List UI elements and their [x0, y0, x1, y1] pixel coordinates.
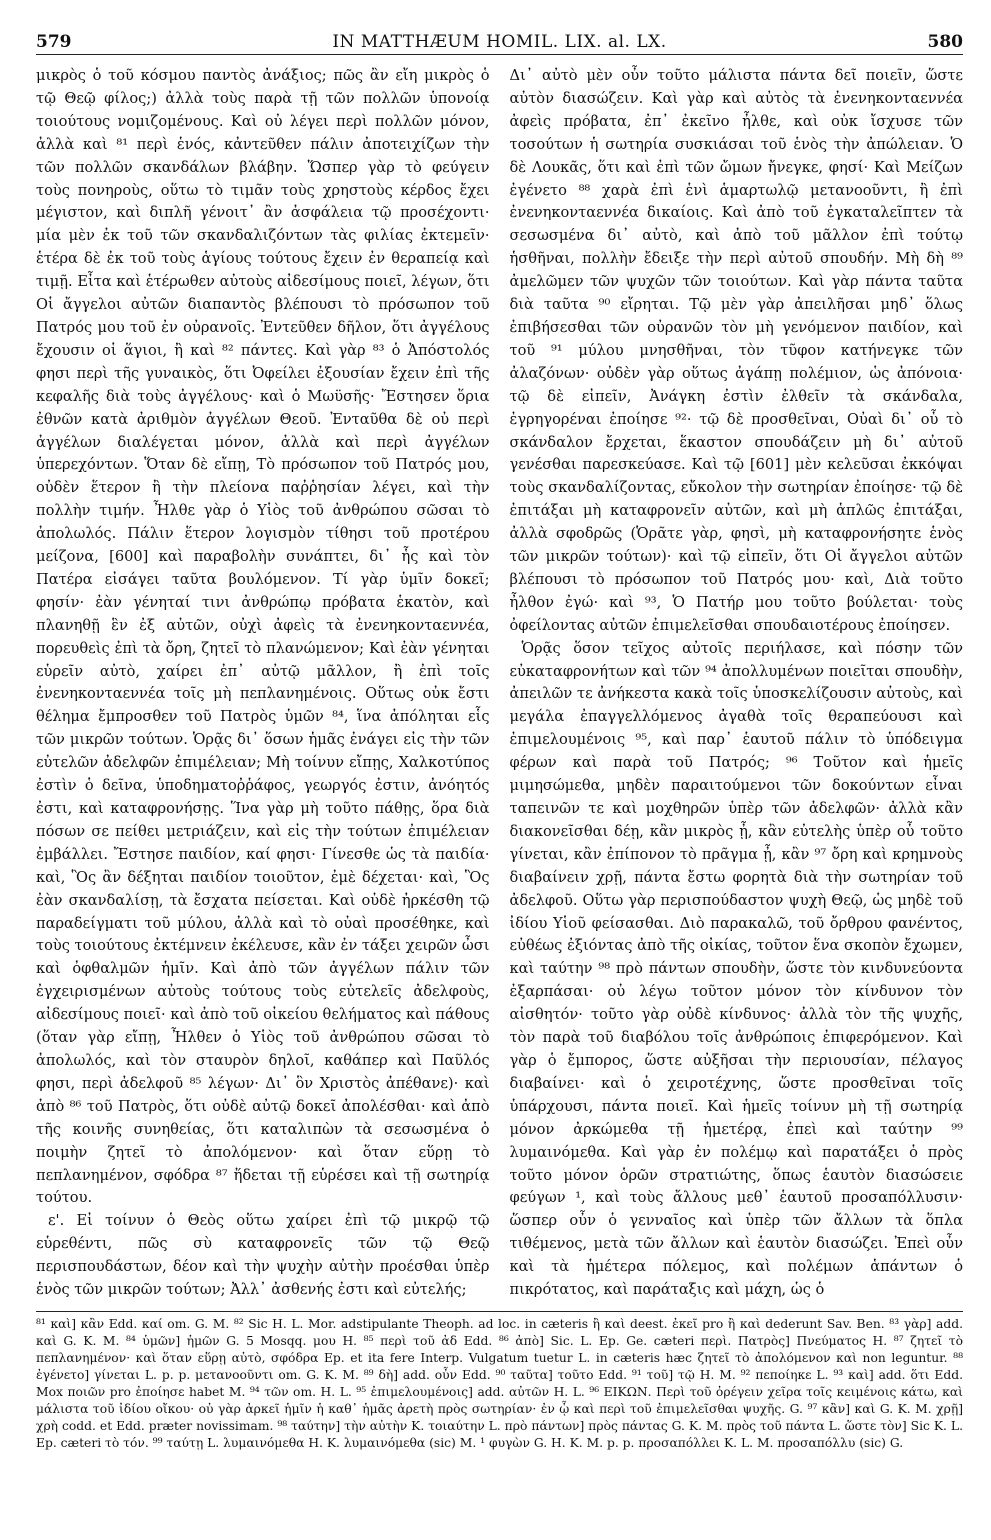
- page-number-right: 580: [927, 32, 963, 52]
- running-header: [36, 30, 963, 55]
- paragraph: μικρὸς ὁ τοῦ κόσμου παντὸς ἀνάξιος; πῶς ἂν εἴη μικρὸς ὁ τῷ Θεῷ φίλος;) ἀλλὰ τοὺς παρὰ τῇ τῶν πολλῶν ὑπονοίᾳ τοιούτους νομιζομένους. Καὶ οὐ λέγει περὶ πολλῶν μόνον, ἀλλὰ καὶ ⁸¹ περὶ ἑνός, κἀντεῦθεν πάλιν ἀποτειχίζων τὴν τῶν πολλῶν σκανδάλων βλάβην. Ὥσπερ γὰρ τὸ φεύγειν τοὺς πονηροὺς, οὕτω τὸ τιμᾶν τοὺς χρηστοὺς κέρδος ἔχει μέγιστον, καὶ διπλῆ γένοιτ᾽ ἂν ἀσφάλεια τῷ προσέχοντι· μία μὲν ἐκ τοῦ τῶν σκανδαλιζόντων τὰς φιλίας ἐκτεμεῖν· ἑτέρα δὲ ἐκ τοῦ τοὺς ἁγίους τούτους ἔχειν ἐν θεραπείᾳ καὶ τιμῇ. Εἶτα καὶ ἑτέρωθεν αὐτοὺς αἰδεσίμους ποιεῖ, λέγων, ὅτι Οἱ ἄγγελοι αὐτῶν διαπαντὸς βλέπουσι τὸ πρόσωπον τοῦ Πατρός μου τοῦ ἐν οὐρανοῖς. Ἐντεῦθεν δῆλον, ὅτι ἀγγέλους ἔχουσιν οἱ ἅγιοι, ἢ καὶ ⁸² πάντες. Καὶ γὰρ ⁸³ ὁ Ἀπόστολός φησι περὶ τῆς γυναικὸς, ὅτι Ὀφείλει ἐξουσίαν ἔχειν ἐπὶ τῆς κεφαλῆς διὰ τοὺς ἀγγέλους· καὶ ὁ Μωϋσῆς· Ἔστησεν ὅρια ἐθνῶν κατὰ ἀριθμὸν ἀγγέλων Θεοῦ. Ἐνταῦθα δὲ οὐ περὶ ἀγγέλων διαλέγεται μόνον, ἀλλὰ καὶ περὶ ἀγγέλων ὑπερεχόντων. Ὅταν δὲ εἴπῃ, Τὸ πρόσωπον τοῦ Πατρός μου, οὐδὲν ἕτερον ἢ τὴν πλείονα παῤῥησίαν λέγει, καὶ τὴν πολλὴν τιμήν. Ἦλθε γὰρ ὁ Υἱὸς τοῦ ἀνθρώπου σῶσαι τὸ ἀπολωλός. Πάλιν ἕτερον λογισμὸν τίθησι τοῦ προτέρου μείζονα, [600] καὶ παραβολὴν συνάπτει, δι᾽ ἧς καὶ τὸν Πατέρα εἰσάγει ταῦτα βουλόμενον. Τί γὰρ ὑμῖν δοκεῖ; φησίν· ἐὰν γένηταί τινι ἀνθρώπῳ πρόβατα ἑκατὸν, καὶ πλανηθῇ ἓν ἐξ αὐτῶν, οὐχὶ ἀφεὶς τὰ ἐνενηκονταεννέα, πορευθεὶς ἐπὶ τὰ ὄρη, ζητεῖ τὸ πλανώμενον; Καὶ ἐὰν γένηται εὑρεῖν αὐτὸ, χαίρει ἐπ᾽ αὐτῷ μᾶλλον, ἢ ἐπὶ τοῖς ἐνενηκονταεννέα τοῖς μὴ πεπλανημένοις. Οὕτως οὐκ ἔστι θέλημα ἔμπροσθεν τοῦ Πατρὸς ὑμῶν ⁸⁴, ἵνα ἀπόληται εἷς τῶν μικρῶν τούτων. Ὁρᾷς δι᾽ ὅσων ἡμᾶς ἐνάγει εἰς τὴν τῶν εὐτελῶν ἀδελφῶν ἐπιμέλειαν; Μὴ τοίνυν εἴπῃς, Χαλκοτύπος ἐστὶν ὁ δεῖνα, ὑποδηματοῤῥάφος, γεωργός ἐστιν, ἀνόητός ἐστι, καὶ καταφρονήσῃς. Ἵνα γὰρ μὴ τοῦτο πάθῃς, ὅρα διὰ πόσων σε πείθει μετριάζειν, καὶ εἰς τὴν τούτων ἐπιμέλειαν ἐμβάλλει. Ἔστησε παιδίον, καί φησι· Γίνεσθε ὡς τὰ παιδία· καὶ, Ὃς ἂν δέξηται παιδίον τοιοῦτον, ἐμὲ δέχεται· καὶ, Ὃς ἐὰν σκανδαλίσῃ, τὰ ἔσχατα πείσεται. Καὶ οὐδὲ ἠρκέσθη τῷ παραδείγματι τοῦ μύλου, ἀλλὰ καὶ τὸ οὐαὶ προσέθηκε, καὶ τοὺς τοιούτους ἐκτέμνειν ἐκέλευσε, κἂν ἐν τάξει χειρῶν ὦσι καὶ ὀφθαλμῶν ἡμῖν. Καὶ ἀπὸ τῶν ἀγγέλων πάλιν τῶν ἐγχειρισμένων αὐτοὺς τούτους τοὺς εὐτελεῖς ἀδελφοὺς, αἰδεσίμους ποιεῖ· καὶ ἀπὸ τοῦ οἰκείου θελήματος καὶ πάθους (ὅταν γὰρ εἴπῃ, Ἦλθεν ὁ Υἱὸς τοῦ ἀνθρώπου σῶσαι τὸ ἀπολωλός, καὶ τὸν σταυρὸν δηλοῖ, καθάπερ καὶ Παῦλός φησι, περὶ ἀδελφοῦ ⁸⁵ λέγων· Δι᾽ ὃν Χριστὸς ἀπέθανε)· καὶ ἀπὸ ⁸⁶ τοῦ Πατρὸς, ὅτι οὐδὲ αὐτῷ δοκεῖ ἀπολέσθαι· καὶ ἀπὸ τῆς κοινῆς συνηθείας, ὅτι καταλιπὼν τὰ σεσωσμένα ὁ ποιμὴν ζητεῖ τὸ ἀπολόμενον· καὶ ὅταν εὕρῃ τὸ πεπλανημένον, σφόδρα ⁸⁷ ἥδεται τῇ εὑρέσει καὶ τῇ σωτηρίᾳ τούτου.: [36, 67, 490, 1207]
- paragraph: Ὁρᾷς ὅσον τεῖχος αὐτοῖς περιήλασε, καὶ πόσην τῶν εὐκαταφρονήτων καὶ τῶν ⁹⁴ ἀπολλυμένων ποιεῖται σπουδὴν, ἀπειλῶν τε ἀνήκεστα κακὰ τοῖς ὑποσκελίζουσιν αὐτοὺς, καὶ μεγάλα ἐπαγγελλόμενος ἀγαθὰ τοῖς θεραπεύουσι καὶ ἐπιμελουμένοις ⁹⁵, καὶ παρ᾽ ἑαυτοῦ πάλιν τὸ ὑπόδειγμα φέρων καὶ παρὰ τοῦ Πατρός; ⁹⁶ Τοῦτον καὶ ἡμεῖς μιμησώμεθα, μηδὲν παραιτούμενοι τῶν δοκούντων εἶναι ταπεινῶν τε καὶ μοχθηρῶν ὑπὲρ τῶν ἀδελφῶν· ἀλλὰ κἂν διακονεῖσθαι δέῃ, κἂν μικρὸς ᾖ, κἂν εὐτελὴς ὑπὲρ οὗ τοῦτο γίνεται, κἂν ἐπίπονον τὸ πρᾶγμα ᾖ, κἂν ⁹⁷ ὄρη καὶ κρημνοὺς διαβαίνειν χρῇ, πάντα ἔστω φορητὰ διὰ τὴν σωτηρίαν τοῦ ἀδελφοῦ. Οὕτω γὰρ περισπούδαστον ψυχὴ Θεῷ, ὡς μηδὲ τοῦ ἰδίου Υἱοῦ φείσασθαι. Διὸ παρακαλῶ, τοῦ ὄρθρου φανέντος, εὐθέως ἐξιόντας ἀπὸ τῆς οἰκίας, τοῦτον ἕνα σκοπὸν ἔχωμεν, καὶ ταύτην ⁹⁸ πρὸ πάντων σπουδὴν, ὥστε τὸν κινδυνεύοντα ἐξαρπάσαι· οὐ λέγω τοῦτον μόνον τὸν κίνδυνον τὸν αἰσθητόν· τοῦτο γὰρ οὐδὲ κίνδυνος· ἀλλὰ τὸν τῆς ψυχῆς, τὸν παρὰ τοῦ διαβόλου τοῖς ἀνθρώποις ἐπιφερόμενον. Καὶ γὰρ ὁ ἔμπορος, ὥστε αὐξῆσαι τὴν περιουσίαν, πέλαγος διαβαίνει· καὶ ὁ χειροτέχνης, ὥστε προσθεῖναι τοῖς ὑπάρχουσι, πάντα ποιεῖ. Καὶ ἡμεῖς τοίνυν μὴ τῇ σωτηρίᾳ μόνον ἀρκώμεθα τῇ ἡμετέρᾳ, ἐπεὶ καὶ ταύτην ⁹⁹ λυμαινόμεθα. Καὶ γὰρ ἐν πολέμῳ καὶ παρατάξει ὁ πρὸς τοῦτο μόνον ὁρῶν στρατιώτης, ὅπως ἑαυτὸν διασώσειε φεύγων ¹, καὶ τοὺς ἄλλους μεθ᾽ ἑαυτοῦ προσαπόλλυσιν· ὥσπερ οὖν ὁ γενναῖος καὶ ὑπὲρ τῶν ἄλλων τὰ ὅπλα τιθέμενος, μετὰ τῶν ἄλλων καὶ ἑαυτὸν διασώζει. Ἐπεὶ οὖν καὶ τὰ ἡμέτερα πόλεμος, καὶ πολέμων ἁπάντων ὁ πικρότατος, καὶ παράταξις καὶ μάχη, ὡς ὁ: [509, 639, 963, 1299]
- paragraph: Δι᾽ αὐτὸ μὲν οὖν τοῦτο μάλιστα πάντα δεῖ ποιεῖν, ὥστε αὐτὸν διασώζειν. Καὶ γὰρ καὶ αὐτὸς τὰ ἐνενηκονταεννέα ἀφεὶς πρόβατα, ἐπ᾽ ἐκεῖνο ἦλθε, καὶ οὐκ ἴσχυσε τῶν τοσούτων ἡ σωτηρία συσκιάσαι τοῦ ἑνὸς τὴν ἀπώλειαν. Ὁ δὲ Λουκᾶς, ὅτι καὶ ἐπὶ τῶν ὤμων ἤνεγκε, φησί· Καὶ Μείζων ἐγένετο ⁸⁸ χαρὰ ἐπὶ ἑνὶ ἁμαρτωλῷ μετανοοῦντι, ἢ ἐπὶ ἐνενηκονταεννέα δικαίοις. Καὶ ἀπὸ τοῦ ἐγκαταλεῖπτεν τὰ σεσωσμένα δι᾽ αὐτὸ, καὶ ἀπὸ τοῦ μᾶλλον ἐπὶ τούτῳ ἡσθῆναι, πολλὴν ἔδειξε τὴν περὶ αὐτοῦ σπουδήν. Μὴ δὴ ⁸⁹ ἀμελῶμεν τῶν ψυχῶν τῶν τοιούτων. Καὶ γὰρ πάντα ταῦτα διὰ ταῦτα ⁹⁰ εἴρηται. Τῷ μὲν γὰρ ἀπειλῆσαι μηδ᾽ ὅλως ἐπιβήσεσθαι τῶν οὐρανῶν τὸν μὴ γενόμενον παιδίον, καὶ τοῦ ⁹¹ μύλου μνησθῆναι, τὸν τῦφον κατήνεγκε τῶν ἀλαζόνων· οὐδὲν γὰρ οὕτως ἀγάπῃ πολέμιον, ὡς ἀπόνοια· τῷ δὲ εἰπεῖν, Ἀνάγκη ἐστὶν ἐλθεῖν τὰ σκάνδαλα, ἐγρηγορέναι ἐποίησε ⁹²· τῷ δὲ προσθεῖναι, Οὐαὶ δι᾽ οὗ τὸ σκάνδαλον ἔρχεται, ἕκαστον σπουδάζειν μὴ δι᾽ αὐτοῦ γενέσθαι παρεσκεύασε. Καὶ τῷ [601] μὲν κελεῦσαι ἐκκόψαι τοὺς σκανδαλίζοντας, εὔκολον τὴν σωτηρίαν ἐποίησε· τῷ δὲ ἐπιτάξαι μὴ καταφρονεῖν αὐτῶν, καὶ μὴ ἁπλῶς ἐπιτάξαι, ἀλλὰ σφοδρῶς (Ὁρᾶτε γὰρ, φησὶ, μὴ καταφρονήσητε ἑνὸς τῶν μικρῶν τούτων)· καὶ τῷ εἰπεῖν, ὅτι Οἱ ἄγγελοι αὐτῶν βλέπουσι τὸ πρόσωπον τοῦ Πατρός μου· καὶ, Διὰ τοῦτο ἦλθον ἐγώ· καὶ ⁹³, Ὁ Πατήρ μου τοῦτο βούλεται· τοὺς ὀφείλοντας αὐτῶν ἐπιμελεῖσθαι σπουδαιοτέρους ἐποίησεν.: [509, 67, 963, 634]
- running-title: IN MATTHÆUM HOMIL. LIX. al. LX.: [332, 32, 667, 52]
- page-number-left: 579: [36, 32, 72, 52]
- column-right: [510, 65, 964, 1305]
- paragraph: ε'. Εἰ τοίνυν ὁ Θεὸς οὕτω χαίρει ἐπὶ τῷ μικρῷ τῷ εὑρεθέντι, πῶς σὺ καταφρονεῖς τῶν τῷ Θεῷ περισπουδάστων, δέον καὶ τὴν ψυχὴν αὐτὴν προέσθαι ὑπὲρ ἑνὸς τῶν μικρῶν τούτων; Ἀλλ᾽ ἀσθενής ἐστι καὶ εὐτελής;: [36, 1212, 490, 1299]
- footnote-divider: [36, 1311, 963, 1312]
- footnote-text: ⁸¹ καὶ] κἂν Edd. καί om. G. M. ⁸² Sic H. L. Mor. adstipulante Theoph. ad loc. in cæteris ἢ καὶ deest. ἐκεῖ pro ἢ καὶ dederunt Sav. Ben. ⁸³ γὰρ] add. καὶ G. K. M. ⁸⁴ ὑμῶν] ἡμῶν G. 5 Mosqq. μου H. ⁸⁵ περὶ τοῦ ἀδ Edd. ⁸⁶ ἀπὸ] Sic. L. Ep. Ge. cæteri περὶ. Πατρὸς] Πνεύματος H. ⁸⁷ ζητεῖ τὸ πεπλανημένον· καὶ ὅταν εὕρῃ αὐτὸ, σφόδρα Ep. et ita fere Interp. Vulgatum tuetur L. in cæteris hæc ζητεῖ τὸ ἀπολόμενον καὶ non leguntur. ⁸⁸ ἐγένετο] γίνεται L. p. p. μετανοοῦντι om. G. K. M. ⁸⁹ δὴ] add. οὖν Edd. ⁹⁰ ταῦτα] τοῦτο Edd. ⁹¹ τοῦ] τῷ H. M. ⁹² πεποίηκε L. ⁹³ καὶ] add. ὅτι Edd. Mox ποιῶν pro ἐποίησε habet M. ⁹⁴ τῶν om. H. L. ⁹⁵ ἐπιμελουμένοις] add. αὐτῶν H. L. ⁹⁶ ΕΙΚΩΝ. Περὶ τοῦ ὀρέγειν χεῖρα τοῖς κειμένοις κάτω, καὶ μάλιστα τοῦ ἰδίου οἴκου· οὐ γὰρ ἀρκεῖ ἡμῖν ἡ καθ᾽ ἡμᾶς ἀρετὴ πρὸς σωτηρίαν· ἐν ᾧ καὶ περὶ τοῦ ἐπιμελεῖσθαι ψυχῆς. G. ⁹⁷ κἂν] καὶ G. K. M. χρῇ] χρὴ codd. et Edd. præter novissimam. ⁹⁸ ταύτην] τὴν αὐτὴν K. τοιαύτην L. πρὸ πάντων] πρὸς πάντας G. K. M. πρὸς τοῦ πάντα L. ὥστε τὸν] Sic K. L. Ep. cæteri τὸ τόν. ⁹⁹ ταύτῃ L. λυμαινόμεθα H. K. λυμαινόμεθα (sic) M. ¹ φυγὼν G. H. K. M. p. p. προσαπόλλει K. L. M. προσαπόλλυ (sic) G.: [36, 1317, 963, 1450]
- column-left: [36, 65, 490, 1305]
- footnotes: [36, 1316, 963, 1452]
- text-columns: [36, 65, 963, 1305]
